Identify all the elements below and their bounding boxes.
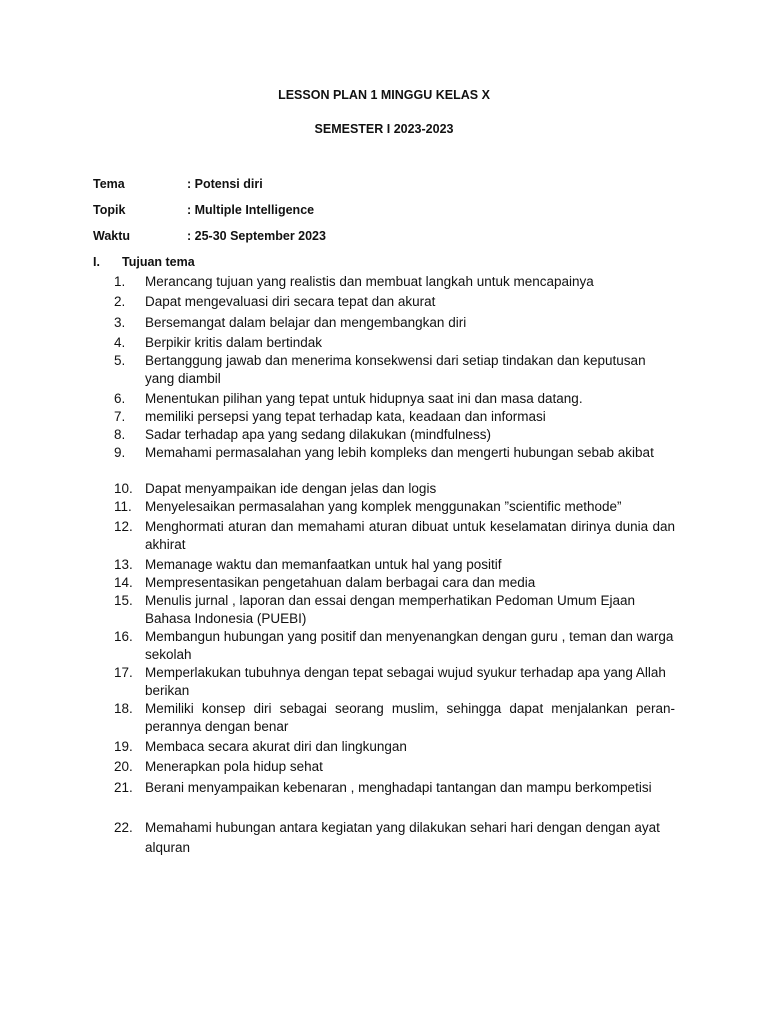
item-text: Berpikir kritis dalam bertindak	[145, 335, 323, 350]
item-text: Membaca secara akurat diri dan lingkungan	[145, 739, 407, 754]
section-number: I.	[93, 255, 100, 269]
item-number: 2.	[114, 294, 126, 309]
list-item	[114, 352, 675, 388]
item-text: Merancang tujuan yang realistis dan membuat langkah untuk mencapainya	[145, 274, 594, 289]
item-text: Dapat menyampaikan ide dengan jelas dan logis	[145, 481, 437, 496]
meta-value: : Potensi diri	[187, 177, 263, 191]
list-item	[114, 818, 675, 858]
item-text: Berani menyampaikan kebenaran , menghadapi tantangan dan mampu berkompetisi	[145, 780, 652, 795]
list-item	[114, 556, 675, 574]
list-item	[114, 592, 675, 628]
document-title: LESSON PLAN 1 MINGGU KELAS X	[278, 88, 490, 102]
meta-value: : 25-30 September 2023	[187, 229, 326, 243]
meta-label: Waktu	[93, 229, 131, 243]
meta-label: Tema	[93, 177, 125, 191]
semester-title: SEMESTER I 2023-2023	[314, 122, 454, 136]
item-text: Bersemangat dalam belajar dan mengembangkan diri	[145, 315, 467, 330]
item-number: 5.	[114, 353, 126, 368]
meta-topik	[93, 203, 314, 217]
item-number: 1.	[114, 274, 126, 289]
item-text: Menyelesaikan permasalahan yang komplek menggunakan ”scientific methode”	[145, 499, 622, 514]
item-text: Menentukan pilihan yang tepat untuk hidupnya saat ini dan masa datang.	[145, 391, 583, 406]
list-item	[114, 778, 675, 798]
item-number: 14.	[114, 575, 133, 590]
item-number: 18.	[114, 701, 133, 716]
item-text: Memanage waktu dan memanfaatkan untuk hal yang positif	[145, 557, 502, 572]
meta-label: Topik	[93, 203, 126, 217]
item-number: 22.	[114, 820, 133, 835]
item-number: 7.	[114, 409, 126, 424]
item-number: 13.	[114, 557, 133, 572]
item-text: Memahami permasalahan yang lebih kompleks dan mengerti hubungan sebab akibat	[145, 445, 654, 460]
item-number: 16.	[114, 629, 133, 644]
item-text: Mempresentasikan pengetahuan dalam berbagai cara dan media	[145, 575, 536, 590]
list-item	[114, 293, 675, 311]
item-number: 17.	[114, 665, 133, 680]
meta-value: : Multiple Intelligence	[187, 203, 315, 217]
list-item	[114, 574, 675, 592]
list-item	[114, 700, 675, 736]
item-text: Memiliki konsep diri sebagai seorang muslim, sehingga dapat menjalankan peran-perannya dengan benar	[145, 701, 675, 734]
list-item	[114, 738, 675, 756]
list-item	[114, 273, 675, 291]
item-number: 6.	[114, 391, 126, 406]
item-number: 8.	[114, 427, 126, 442]
list-item	[114, 480, 675, 498]
item-text: Memahami hubungan antara kegiatan yang dilakukan sehari hari dengan dengan ayat alquran	[145, 820, 660, 855]
list-item	[114, 444, 675, 462]
section-title: Tujuan tema	[122, 255, 195, 269]
item-text: Menerapkan pola hidup sehat	[145, 759, 323, 774]
item-number: 19.	[114, 739, 133, 754]
list-item	[114, 408, 675, 426]
item-number: 15.	[114, 593, 133, 608]
item-number: 3.	[114, 315, 126, 330]
list-item	[114, 426, 675, 444]
item-number: 20.	[114, 759, 133, 774]
item-number: 11.	[114, 499, 132, 514]
item-text: Menulis jurnal , laporan dan essai dengan memperhatikan Pedoman Umum Ejaan Bahasa Indonesia (PUEBI)	[145, 593, 636, 626]
section-heading	[93, 255, 195, 269]
item-text: memiliki persepsi yang tepat terhadap kata, keadaan dan informasi	[145, 409, 546, 424]
item-text: Dapat mengevaluasi diri secara tepat dan akurat	[145, 294, 436, 309]
list-item	[114, 390, 675, 408]
item-number: 21.	[114, 780, 133, 795]
item-number: 9.	[114, 445, 126, 460]
item-text: Bertanggung jawab dan menerima konsekwensi dari setiap tindakan dan keputusan yang diambil	[145, 353, 646, 386]
meta-tema	[93, 177, 263, 191]
item-number: 4.	[114, 335, 126, 350]
item-text: Memperlakukan tubuhnya dengan tepat sebagai wujud syukur terhadap apa yang Allah berikan	[145, 665, 666, 698]
list-item	[114, 758, 675, 776]
list-item	[114, 518, 675, 554]
item-text: Sadar terhadap apa yang sedang dilakukan (mindfulness)	[145, 427, 491, 442]
item-number: 10.	[114, 481, 133, 496]
item-number: 12.	[114, 519, 133, 534]
list-item	[114, 314, 675, 332]
list-item	[114, 334, 675, 352]
item-text: Membangun hubungan yang positif dan menyenangkan dengan guru , teman dan warga sekolah	[145, 629, 674, 662]
item-text: Menghormati aturan dan memahami aturan dibuat untuk keselamatan dirinya dunia dan akhirat	[145, 519, 675, 552]
list-item	[114, 664, 675, 700]
list-item	[114, 628, 675, 664]
list-item	[114, 498, 675, 516]
meta-waktu	[93, 229, 326, 243]
